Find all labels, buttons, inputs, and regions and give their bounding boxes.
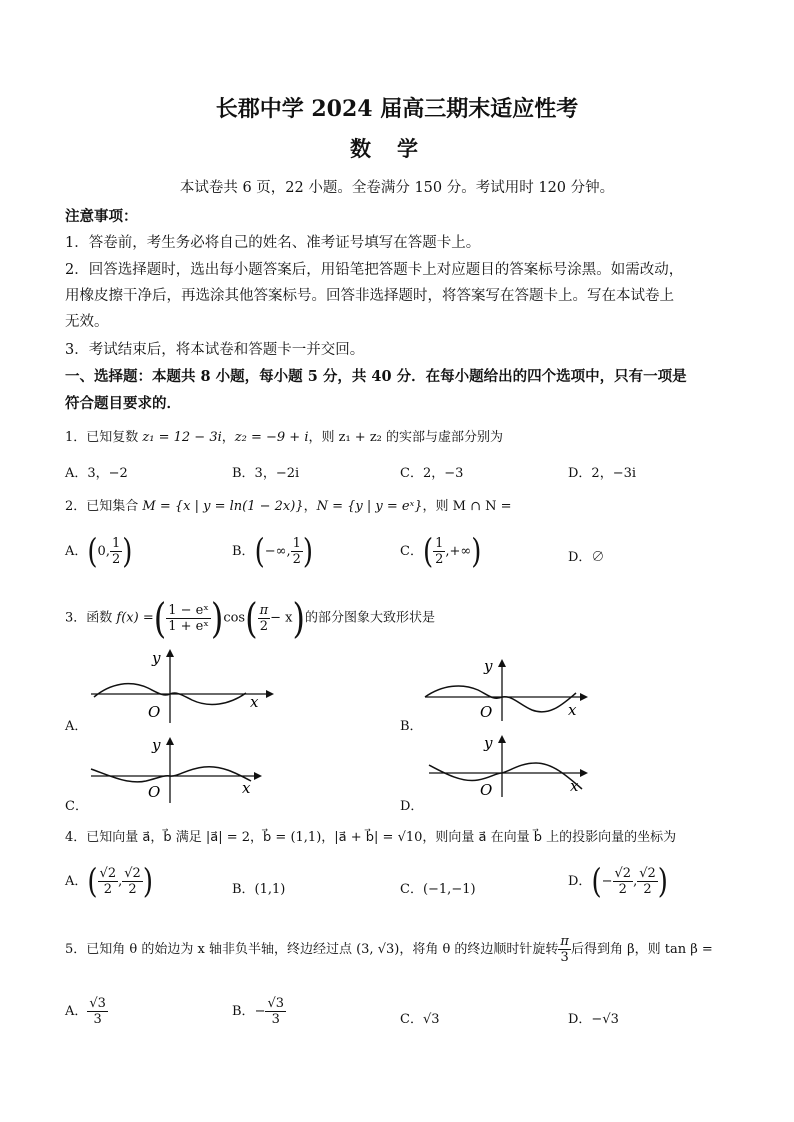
question-3 bbox=[65, 593, 435, 643]
q2-b-rparen: ) bbox=[302, 532, 314, 571]
q2-c-num: 1 bbox=[435, 536, 444, 551]
q3-option-d-label[interactable]: D． bbox=[400, 799, 424, 814]
q5-three: 3 bbox=[560, 950, 569, 965]
q2-number: 2．已知集合 bbox=[65, 499, 143, 514]
q5-b-frac bbox=[265, 996, 286, 1027]
q2-b-label: B． bbox=[232, 544, 255, 559]
q3-cos: cos bbox=[223, 610, 246, 626]
q1-option-b[interactable]: B．3，−2i bbox=[232, 466, 300, 481]
q2-a-frac bbox=[110, 536, 122, 567]
q4-d-minus: − bbox=[601, 874, 613, 889]
q2-a-zero: 0, bbox=[97, 544, 110, 559]
note-2c: 无效。 bbox=[65, 314, 109, 330]
q3-graph-c[interactable] bbox=[86, 735, 266, 805]
exam-info: 本试卷共 6 页，22 小题。全卷满分 150 分。考试用时 120 分钟。 bbox=[179, 180, 615, 196]
q2-c-rparen: ) bbox=[471, 532, 482, 571]
question-2 bbox=[65, 495, 512, 514]
q1-sep: ， bbox=[221, 430, 235, 445]
q5-b-label: B． bbox=[232, 1004, 255, 1019]
q4-a-rparen: ) bbox=[142, 862, 153, 901]
q3-minus-x: − x bbox=[270, 610, 293, 626]
q2-b-lparen: ( bbox=[254, 532, 265, 571]
q3-number: 3．函数 bbox=[65, 610, 117, 626]
q3-a-y-label: y bbox=[152, 649, 161, 667]
q4-a-num1: √2 bbox=[99, 866, 117, 881]
q5-a-den: 3 bbox=[93, 1012, 102, 1027]
q3-two: 2 bbox=[259, 618, 268, 634]
q3-frac-den: 1 + eˣ bbox=[168, 618, 209, 634]
q4-a-den1: 2 bbox=[103, 882, 112, 897]
q2-a-den: 2 bbox=[111, 552, 121, 567]
q4-d-label: D． bbox=[568, 874, 592, 889]
q1-option-d[interactable]: D．2，−3i bbox=[568, 466, 637, 481]
note-2b: 用橡皮擦干净后，再选涂其他答案标号。回答非选择题时，将答案写在答题卡上。写在本试卷上 bbox=[65, 288, 674, 304]
q4-d-num1: √2 bbox=[614, 866, 632, 881]
q3-c-origin: O bbox=[148, 783, 161, 801]
q3-option-a-label[interactable]: A． bbox=[65, 719, 88, 734]
q1-number: 1．已知复数 bbox=[65, 430, 143, 445]
note-2a: 2．回答选择题时，选出每小题答案后，用铅笔把答题卡上对应题目的答案标号涂黑。如需改动， bbox=[65, 262, 684, 278]
exam-title: 长郡中学 2024 届高三期末适应性考 bbox=[215, 96, 579, 122]
q5-rotation-frac bbox=[558, 934, 571, 965]
q4-option-d[interactable]: D．(− $\frac{√2}{2}$ , $\frac{√2}{2}$ ) bbox=[568, 862, 668, 901]
section-heading-line1: 一、选择题：本题共 8 小题，每小题 5 分，共 40 分．在每小题给出的四个选项中，只有一项是 bbox=[65, 368, 687, 385]
q2-set-m: M = {x | y = ln(1 − 2x)} bbox=[142, 499, 304, 514]
q2-option-a[interactable] bbox=[65, 532, 133, 571]
q3-frac-num: 1 − eˣ bbox=[168, 602, 209, 618]
q4-a-den2: 2 bbox=[128, 882, 137, 897]
q1-z1: z₁ = 12 − 3i bbox=[142, 430, 222, 445]
q3-pi: π bbox=[259, 602, 269, 618]
q4-a-num2: √2 bbox=[124, 866, 141, 881]
q1-option-c[interactable]: C．2，−3 bbox=[400, 466, 464, 481]
q3-a-origin: O bbox=[148, 703, 161, 721]
q5-a-frac bbox=[87, 996, 108, 1027]
question-4 bbox=[65, 826, 676, 845]
q3-lparen: ( bbox=[153, 593, 167, 643]
q3-d-origin: O bbox=[480, 781, 493, 799]
q4-option-a[interactable]: A．( $\frac{√2}{2}$ , $\frac{√2}{2}$ ) bbox=[65, 862, 153, 901]
q3-graph-a[interactable] bbox=[86, 645, 276, 725]
q2-sep: ， bbox=[303, 499, 317, 514]
q4-option-c[interactable]: C．(−1,−1) bbox=[400, 882, 476, 897]
q5-text1: 5．已知角 θ 的始边为 x 轴非负半轴，终边经过点 (3, √3)，将角 θ 的终边顺时针旋转 bbox=[65, 942, 559, 957]
q3-d-y-label: y bbox=[484, 734, 493, 752]
q4-option-b[interactable]: B．(1,1) bbox=[232, 882, 286, 897]
q5-text2: 后得到角 β，则 tan β = bbox=[570, 942, 713, 957]
q2-b-num: 1 bbox=[292, 536, 301, 551]
q5-a-num: √3 bbox=[89, 996, 106, 1011]
q4-text: a⃗，b⃗ 满足 |a⃗| = 2，b⃗ = (1,1)，|a⃗ + b⃗| = √10，则向量 a⃗ 在向量 b⃗ 上的投影向量的坐标为 bbox=[142, 830, 677, 845]
notes-heading: 注意事项： bbox=[65, 208, 138, 225]
q2-b-frac bbox=[291, 536, 303, 567]
q3-rparen: ) bbox=[210, 593, 224, 643]
exam-subject: 数学 bbox=[350, 136, 444, 161]
q3-pi-frac bbox=[258, 603, 271, 634]
q2-set-n: N = {y | y = eˣ} bbox=[316, 499, 423, 514]
q4-d-num2: √2 bbox=[639, 866, 656, 881]
q4-a-frac1 bbox=[98, 866, 119, 897]
q4-a-frac2 bbox=[122, 866, 143, 897]
q2-c-posinf: ,+∞ bbox=[445, 544, 472, 559]
q3-b-x-label: x bbox=[568, 701, 577, 719]
q4-d-frac2 bbox=[637, 866, 658, 897]
q4-number: 4．已知向量 bbox=[65, 830, 143, 845]
q2-c-lparen: ( bbox=[422, 532, 434, 571]
q5-option-b[interactable] bbox=[232, 996, 286, 1027]
q3-tail: 的部分图象大致形状是 bbox=[304, 610, 435, 626]
q5-b-num: √3 bbox=[267, 996, 285, 1011]
q2-a-label: A． bbox=[65, 544, 88, 559]
q3-a-x-label: x bbox=[250, 693, 259, 711]
q2-c-den: 2 bbox=[435, 552, 444, 567]
q2-tail: ，则 M ∩ N = bbox=[422, 499, 512, 514]
q2-b-neginf: −∞, bbox=[264, 544, 291, 559]
q2-a-lparen: ( bbox=[87, 532, 98, 571]
q1-option-a[interactable]: A．3，−2 bbox=[65, 466, 128, 481]
q5-b-minus: − bbox=[254, 1004, 266, 1019]
q5-option-d[interactable]: D．−√3 bbox=[568, 1012, 619, 1027]
q1-tail: ，则 z₁ + z₂ 的实部与虚部分别为 bbox=[308, 430, 504, 445]
q3-option-c-label[interactable]: C． bbox=[65, 799, 88, 814]
q4-a-lparen: ( bbox=[87, 862, 98, 901]
q3-b-origin: O bbox=[480, 703, 493, 721]
q4-a-label: A． bbox=[65, 874, 88, 889]
note-1: 1．答卷前，考生务必将自己的姓名、准考证号填写在答题卡上。 bbox=[65, 235, 481, 251]
q1-z2: z₂ = −9 + i bbox=[234, 430, 309, 445]
q3-graph-d[interactable] bbox=[424, 733, 594, 803]
q2-b-den: 2 bbox=[292, 552, 301, 567]
q3-graph-b[interactable] bbox=[420, 655, 590, 725]
q5-option-a[interactable] bbox=[65, 996, 108, 1027]
q5-a-label: A． bbox=[65, 1004, 88, 1019]
q5-option-c[interactable]: C．√3 bbox=[400, 1012, 440, 1027]
section-heading-line2: 符合题目要求的． bbox=[65, 395, 181, 412]
q3-rparen2: ) bbox=[292, 593, 305, 643]
q2-c-label: C． bbox=[400, 544, 423, 559]
q2-option-b[interactable] bbox=[232, 532, 314, 571]
q3-lparen2: ( bbox=[245, 593, 258, 643]
note-3: 3．考试结束后，将本试卷和答题卡一并交回。 bbox=[65, 342, 365, 358]
q2-a-num: 1 bbox=[111, 536, 121, 551]
q3-c-y-label: y bbox=[152, 736, 161, 754]
q2-option-c[interactable] bbox=[400, 532, 482, 571]
question-1 bbox=[65, 426, 503, 445]
q3-c-x-label: x bbox=[242, 779, 251, 797]
q4-d-den1: 2 bbox=[618, 882, 627, 897]
q3-function: f(x) = bbox=[116, 610, 154, 626]
q5-pi: π bbox=[560, 934, 569, 949]
q4-d-frac1 bbox=[613, 866, 634, 897]
q3-d-x-label: x bbox=[570, 777, 579, 795]
q5-b-den: 3 bbox=[271, 1012, 280, 1027]
q4-d-den2: 2 bbox=[643, 882, 652, 897]
q4-d-rparen: ) bbox=[657, 862, 668, 901]
q4-d-lparen: ( bbox=[591, 862, 602, 901]
q3-b-y-label: y bbox=[484, 657, 493, 675]
q2-a-rparen: ) bbox=[122, 532, 133, 571]
q2-c-frac bbox=[433, 536, 445, 567]
q2-option-d[interactable]: D．∅ bbox=[568, 550, 605, 565]
question-5 bbox=[65, 934, 713, 965]
q3-option-b-label[interactable]: B． bbox=[400, 719, 423, 734]
q3-frac bbox=[166, 603, 211, 634]
